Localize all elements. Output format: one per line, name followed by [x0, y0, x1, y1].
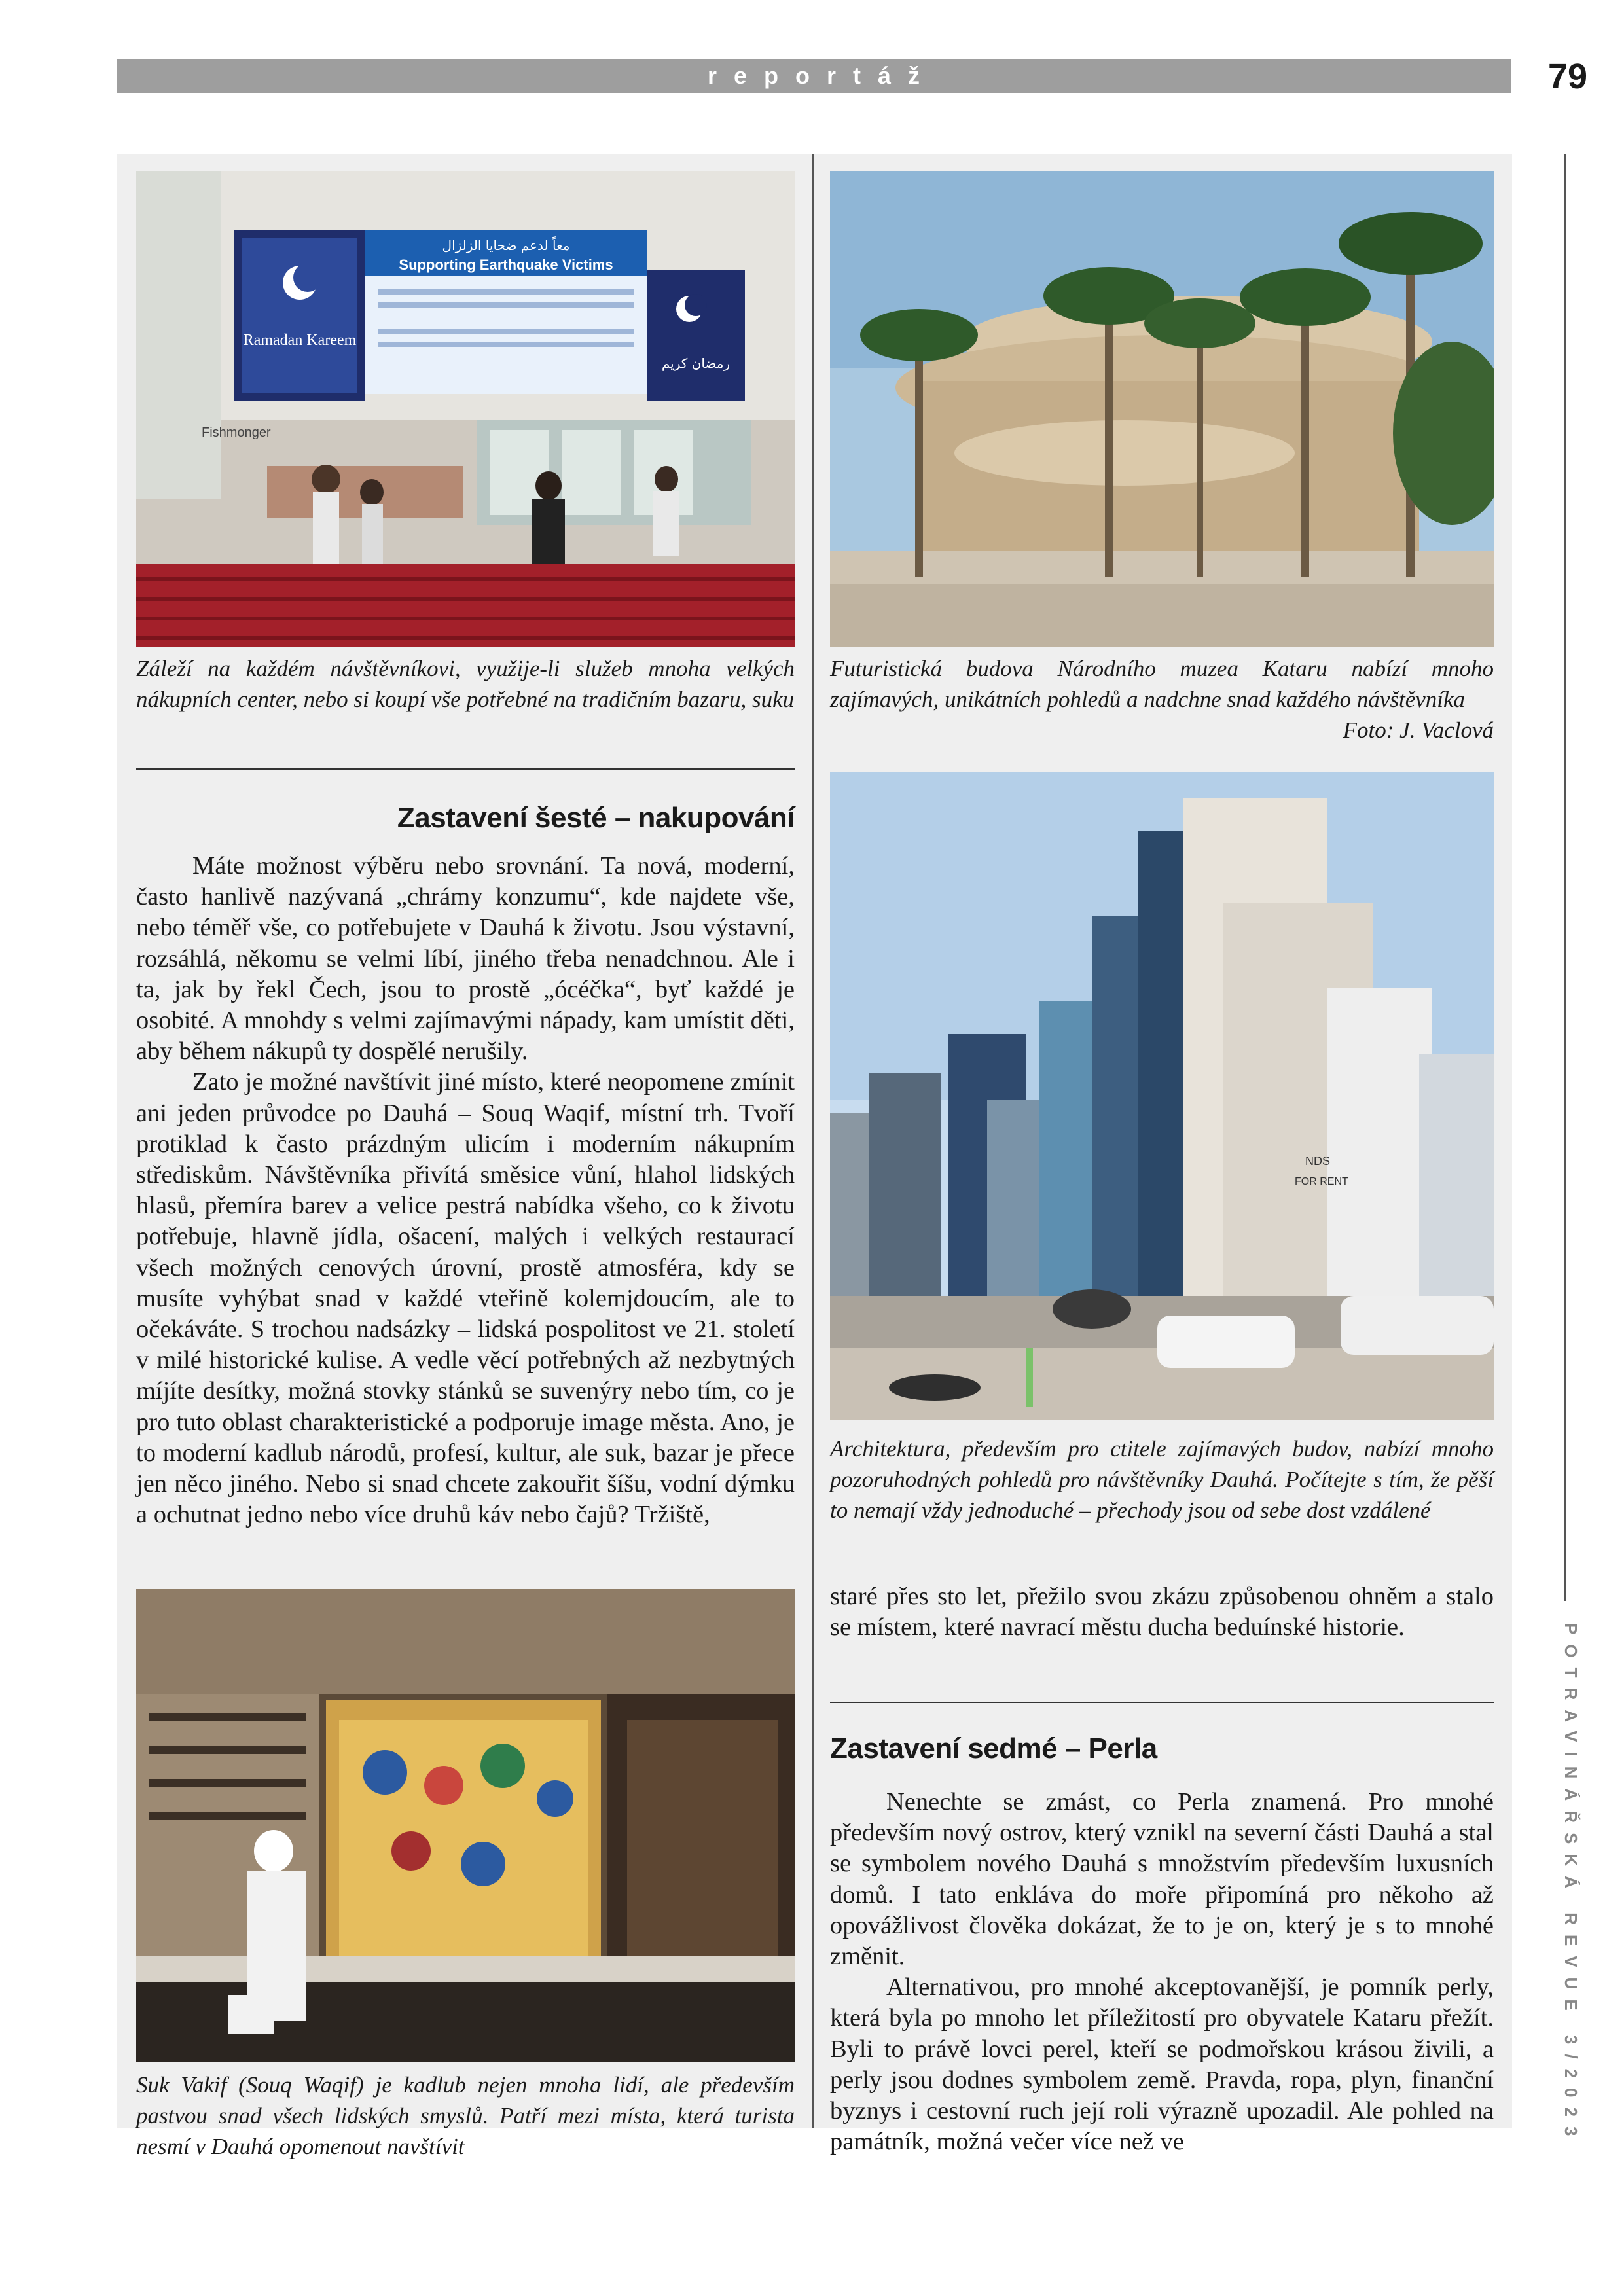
column-divider [812, 154, 814, 2128]
paragraph: Nenechte se zmást, co Perla znamená. Pro mnohé především nový ostrov, který vznikl na severní části Dauhá a stal se symbolem nového Dauhá s množstvím především luxusních domů. I tato enkláva do moře připomíná pro někoho až opovážlivost člověka dokázat, že to je on, který je s to mnohé změnit. [830, 1788, 1494, 1971]
sign-earthquake-arabic: معاً لدعم ضحايا الزلزال [442, 238, 570, 253]
photo-credit: Foto: J. Vaclová [1343, 717, 1494, 743]
photo-national-museum [830, 171, 1494, 647]
caption-national-museum-text: Futuristická budova Národního muzea Kataru nabízí mnoho zajímavých, unikátních pohledů a nadchne snad každého návštěvníka [830, 656, 1494, 712]
heading-section-6: Zastavení šesté – nakupování [397, 802, 795, 834]
sign-fishmonger: Fishmonger [202, 425, 271, 440]
side-rule [1564, 154, 1566, 1601]
caption-souq-waqif: Suk Vakif (Souq Waqif) je kadlub nejen mnoha lidí, ale především pastvou snad všech lidských smyslů. Patří mezi místa, která turista nesmí v Dauhá opomenout navštívit [136, 2072, 795, 2159]
caption-supermarket: Záleží na každém návštěvníkovi, využije-li služeb mnoha velkých nákupních center, nebo si koupí vše potřebné na tradičním bazaru, suku [136, 656, 795, 712]
sign-ramadan-kareem: Ramadan Kareem [243, 332, 357, 349]
page-number: 79 [1547, 57, 1588, 96]
paragraph: Zato je možné navštívit jiné místo, které neopomene zmínit ani jeden průvodce po Dauhá – Souq Waqif, místní trh. Tvoří protiklad k často prázdným ulicím i moderním nákupním střediskům. Návštěvníka přivítá směsice vůní, hlahol lidských hlasů, přemíra barev a velice pestrá nabídka všeho, co k životu potřebuje, hlavně jídla, ošacení, malých i velkých restaurací všech možných cenových úrovní, prostě atmosféra, kdy se musíte vyhýbat snad v každé vteřině kolemjdoucím, ale to očekáváte. S trochou nadsázky – lidská pospolitost ve 21. století v milé historické kulise. A vedle věcí potřebných až nezbytných míjíte desítky, možná stovky stánků se suvenýry nebo tím, co je pro tuto oblast charakteristické a podporuje image města. Ano, je to moderní kadlub národů, profesí, kultur, ale suk, bazar je přece jen něco jiného. Nebo si snad chcete zakouřit šíšu, vodní dýmku a ochutnat jedno nebo více druhů káv nebo čajů? Tržiště, [136, 1068, 795, 1529]
sign-nds: NDS [1305, 1155, 1331, 1168]
paragraph: Máte možnost výběru nebo srovnání. Ta nová, moderní, často hanlivě nazývaná „chrámy konzumu“, kde najdete vše, nebo téměř vše, co potřebujete v Dauhá k životu. Jsou výstavní, rozsáhlá, někomu se velmi líbí, jiného třeba nenadchnou. Ale i ta, jak by řekl Čech, jsou to prostě „ócéčka“, byť každé je osobité. A mnohdy s velmi zajímavými nápady, kam umístit děti, aby během nákupů ty dospělé nerušily. [136, 852, 795, 1066]
body-section-6 [136, 851, 795, 1530]
section-header-bar [117, 59, 1511, 93]
journal-name-vertical: POTRAVINÁŘSKÁ REVUE 3/2023 [1561, 1623, 1581, 2146]
heading-section-7: Zastavení sedmé – Perla [830, 1732, 1157, 1765]
sign-ramadan-arabic: رمضان كريم [661, 355, 731, 371]
section-label: reportáž [707, 62, 937, 89]
section-rule-right [830, 1702, 1494, 1703]
photo-skyscrapers [830, 772, 1494, 1420]
paragraph: Alternativou, pro mnohé akceptovanější, je pomník perly, která byla po mnoho let příležitostí pro obyvatele Kataru přežít. Byli to právě lovci perel, kteří se podmořskou krásou živili, a perly jsou dodnes symbolem země. Pravda, ropa, plyn, finanční byznys i cestovní ruch její roli výrazně upozadil. Ale pohled na památník, možná večer více než ve [830, 1973, 1494, 2156]
photo-souq-waqif [136, 1589, 795, 2062]
caption-skyscrapers: Architektura, především pro ctitele zajímavých budov, nabízí mnoho pozoruhodných pohledů pro návštěvníky Dauhá. Počítejte s tím, že pěší to nemají vždy jednoduché – přechody jsou od sebe dost vzdálené [830, 1436, 1494, 1523]
sign-earthquake: Supporting Earthquake Victims [399, 257, 613, 273]
paragraph: staré přes sto let, přežilo svou zkázu způsobenou ohněm a stalo se místem, které navrací městu ducha beduínské historie. [830, 1583, 1494, 1641]
body-continuation [830, 1581, 1494, 1643]
section-rule-left [136, 768, 795, 770]
body-section-7 [830, 1787, 1494, 2157]
caption-national-museum [830, 653, 1494, 745]
photo-supermarket [136, 171, 795, 647]
sign-for-rent: FOR RENT [1295, 1176, 1348, 1187]
